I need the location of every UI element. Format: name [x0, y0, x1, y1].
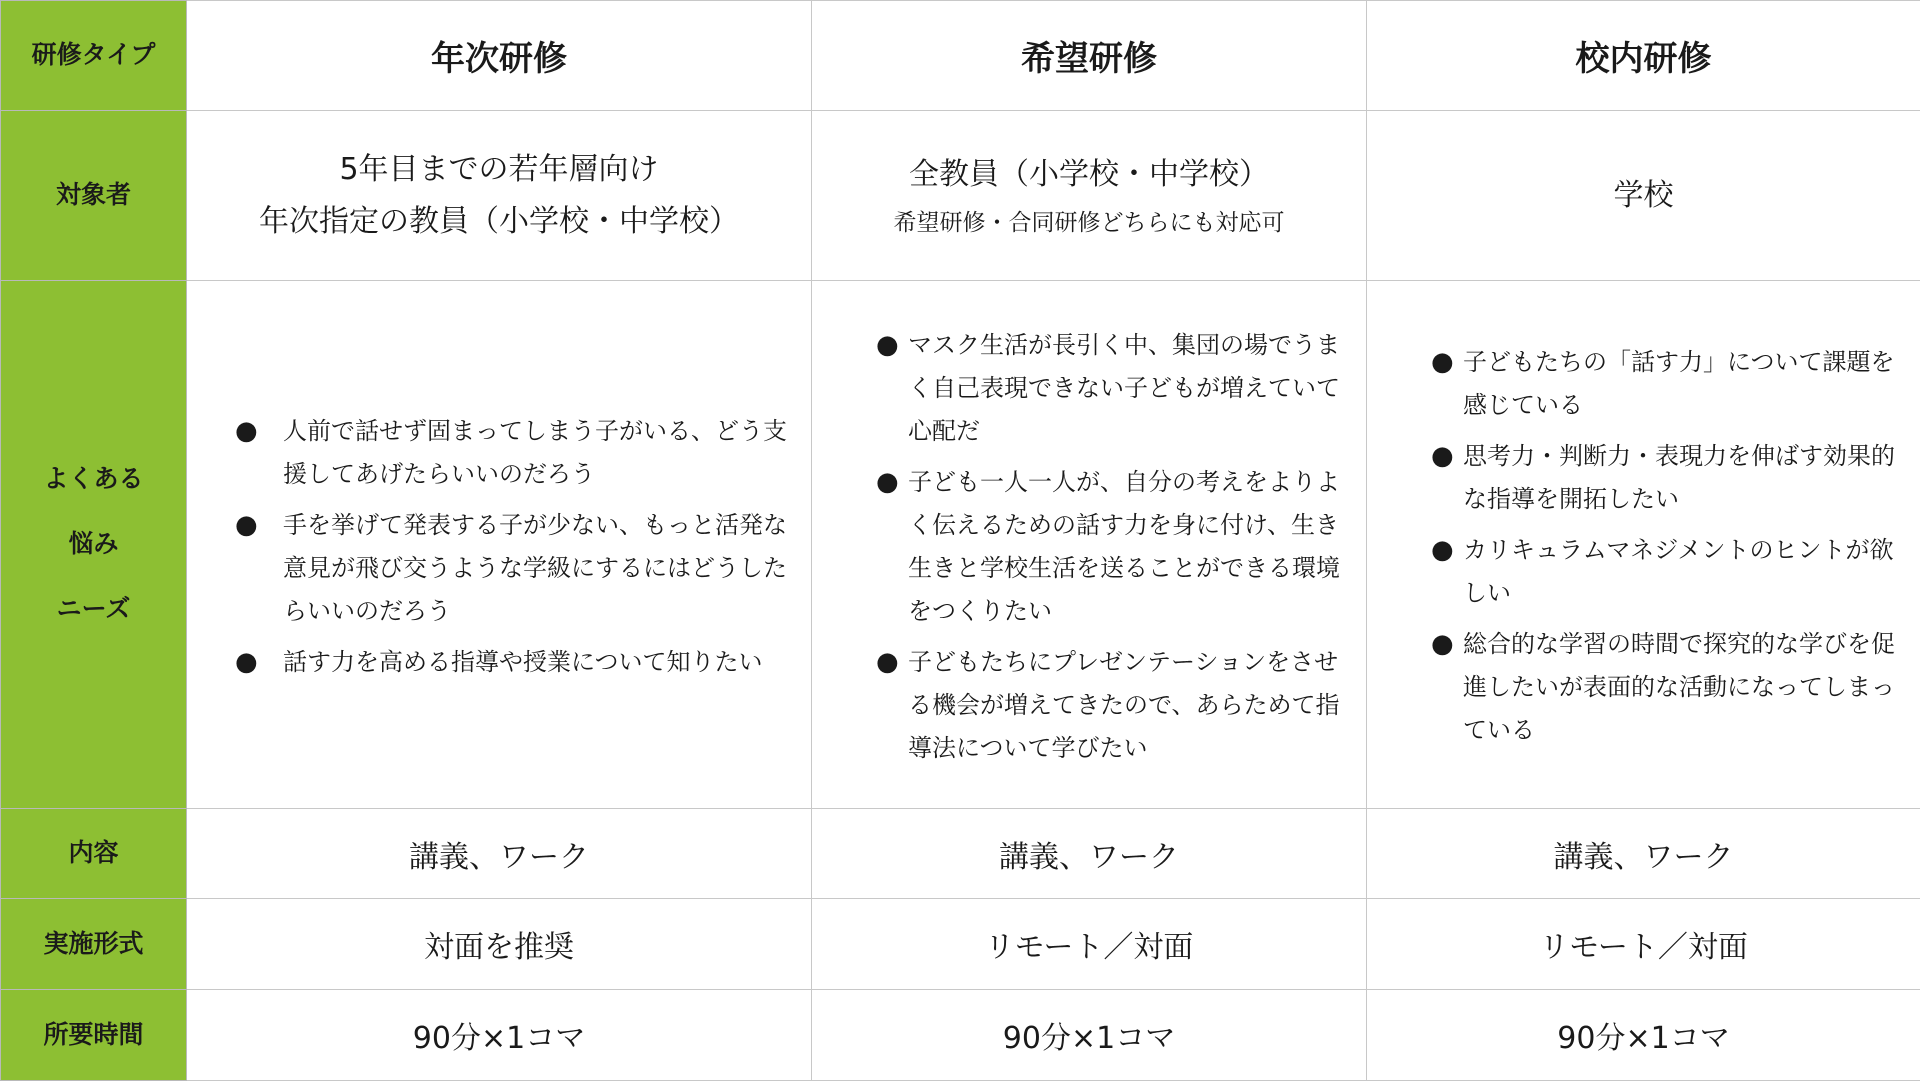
list-item	[1463, 341, 1906, 427]
bullet-icon: ●	[876, 641, 899, 684]
list-item	[908, 461, 1352, 633]
list-item	[283, 410, 791, 496]
duration-row	[1, 990, 1920, 1081]
row-header-format: 実施形式	[1, 899, 187, 990]
bullet-icon: ●	[235, 410, 258, 453]
column-title-annual: 年次研修	[187, 1, 812, 111]
need-text: 子ども一人一人が、自分の考えをよりよく伝えるための話す力を身に付け、生き生きと学校生活を送ることができる環境をつくりたい	[908, 468, 1340, 625]
bullet-icon: ●	[1431, 623, 1454, 666]
need-text: 子どもたちにプレゼンテーションをさせる機会が増えてきたので、あらためて指導法について学びたい	[908, 648, 1340, 762]
duration-cell-elective: 90分×1コマ	[812, 990, 1367, 1081]
need-text: 子どもたちの「話す力」について課題を感じている	[1463, 348, 1895, 419]
row-header-target: 対象者	[1, 111, 187, 281]
target-line: 全教員（小学校・中学校）	[812, 149, 1366, 201]
needs-cell-annual	[187, 281, 812, 809]
need-text: 思考力・判断力・表現力を伸ばす効果的な指導を開拓したい	[1463, 442, 1895, 513]
target-cell-annual	[187, 111, 812, 281]
target-cell-in-school	[1367, 111, 1920, 281]
format-cell-elective: リモート／対面	[812, 899, 1367, 990]
duration-cell-in-school: 90分×1コマ	[1367, 990, 1920, 1081]
format-row	[1, 899, 1920, 990]
row-header-duration: 所要時間	[1, 990, 187, 1081]
list-item	[283, 641, 791, 684]
need-text: 話す力を高める指導や授業について知りたい	[283, 648, 763, 676]
list-item	[1463, 435, 1906, 521]
need-text: 総合的な学習の時間で探究的な学びを促進したいが表面的な活動になってしまっている	[1463, 630, 1895, 744]
need-text: 人前で話せず固まってしまう子がいる、どう支援してあげたらいいのだろう	[283, 417, 787, 488]
list-item	[908, 324, 1352, 453]
bullet-icon: ●	[235, 641, 258, 684]
column-title-elective: 希望研修	[812, 1, 1367, 111]
target-row	[1, 111, 1920, 281]
format-cell-annual: 対面を推奨	[187, 899, 812, 990]
needs-list-in-school	[1367, 329, 1920, 752]
bullet-icon: ●	[235, 504, 258, 547]
header-row	[1, 1, 1920, 111]
row-header-needs-line: ニーズ	[1, 593, 186, 626]
row-header-content: 内容	[1, 809, 187, 899]
target-cell-elective	[812, 111, 1367, 281]
bullet-icon: ●	[1431, 435, 1454, 478]
needs-list-elective	[812, 312, 1366, 770]
bullet-icon: ●	[876, 461, 899, 504]
bullet-icon: ●	[876, 324, 899, 367]
content-cell-annual: 講義、ワーク	[187, 809, 812, 899]
target-line: 年次指定の教員（小学校・中学校）	[187, 196, 811, 248]
bullet-icon: ●	[1431, 529, 1454, 572]
duration-cell-annual: 90分×1コマ	[187, 990, 812, 1081]
bullet-icon: ●	[1431, 341, 1454, 384]
row-header-needs-line: 悩み	[1, 528, 186, 561]
needs-list-annual	[187, 398, 811, 684]
list-item	[1463, 623, 1906, 752]
column-title-in-school: 校内研修	[1367, 1, 1920, 111]
row-header-needs	[1, 281, 187, 809]
need-text: マスク生活が長引く中、集団の場でうまく自己表現できない子どもが増えていて心配だ	[908, 331, 1340, 445]
target-note: 希望研修・合同研修どちらにも対応可	[812, 203, 1366, 243]
content-cell-in-school: 講義、ワーク	[1367, 809, 1920, 899]
list-item	[908, 641, 1352, 770]
row-header-needs-line: よくある	[1, 463, 186, 496]
target-line: 5年目までの若年層向け	[187, 144, 811, 196]
list-item	[283, 504, 791, 633]
list-item	[1463, 529, 1906, 615]
content-row	[1, 809, 1920, 899]
row-header-type: 研修タイプ	[1, 1, 187, 111]
content-cell-elective: 講義、ワーク	[812, 809, 1367, 899]
need-text: カリキュラムマネジメントのヒントが欲しい	[1463, 536, 1894, 607]
need-text: 手を挙げて発表する子が少ない、もっと活発な意見が飛び交うような学級にするにはどうしたらいいのだろう	[283, 511, 787, 625]
needs-row	[1, 281, 1920, 809]
needs-cell-elective	[812, 281, 1367, 809]
format-cell-in-school: リモート／対面	[1367, 899, 1920, 990]
target-line: 学校	[1367, 170, 1920, 222]
needs-cell-in-school	[1367, 281, 1920, 809]
